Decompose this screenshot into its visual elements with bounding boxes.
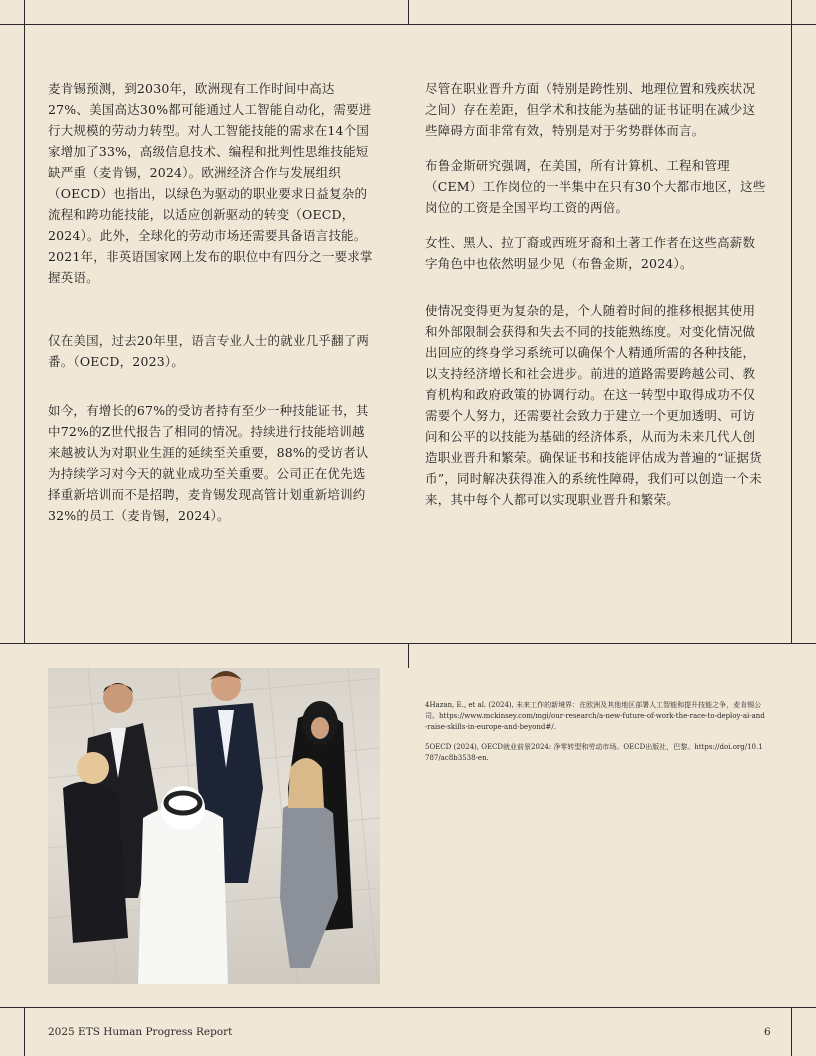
left-paragraph-3: 如今，有增长的67%的受访者持有至少一种技能证书，其中72%的Z世代报告了相同的情况。持续进行技能培训越来越被认为对职业生涯的延续至关重要，88%的受访者认为持续学习对今天的就业成功至关重要。公司正在优先选择重新培训而不是招聘，麦肯锡发现高管计划重新培训约32%的员工（麦肯锡，2024）。 bbox=[48, 403, 369, 523]
right-column bbox=[425, 78, 767, 524]
center-rule bbox=[408, 0, 409, 24]
right-rule-footer bbox=[791, 1007, 792, 1056]
footnote-5: 5OECD (2024), OECD就业前景2024: 净零转型和劳动市场。OECD出版社，巴黎。https://doi.org/10.1787/ac8b3538-en. bbox=[425, 743, 763, 762]
right-paragraph-3: 女性、黑人、拉丁裔或西班牙裔和土著工作者在这些高薪数字角色中也依然明显少见（布鲁金斯，2024）。 bbox=[425, 235, 756, 271]
left-rule-footer bbox=[24, 1007, 25, 1056]
page-number: 6 bbox=[764, 1026, 771, 1038]
right-paragraph-1: 尽管在职业晋升方面（特别是跨性别、地理位置和残疾状况之间）存在差距，但学术和技能为基础的证书证明在减少这些障碍方面非常有效，特别是对于劣势群体而言。 bbox=[425, 81, 756, 138]
left-paragraph-2: 仅在美国，过去20年里，语言专业人士的就业几乎翻了两番。（OECD，2023）。 bbox=[48, 333, 370, 369]
top-rule bbox=[0, 24, 816, 25]
business-meeting-illustration bbox=[48, 668, 380, 984]
footnotes bbox=[425, 700, 767, 773]
left-column bbox=[48, 78, 374, 540]
footnote-4: 4Hazan, E., et al. (2024), 未来工作的新境界：在欧洲及其他地区部署人工智能和提升技能之争，麦肯锡公司。https://www.mckinsey.com/mgi/our-research/a-new-future-of-work-the-race-to-deploy-ai-and-raise-skills-in-europe-and-beyond#/. bbox=[425, 701, 765, 731]
right-paragraph-2: 布鲁金斯研究强调，在美国，所有计算机、工程和管理（CEM）工作岗位的一半集中在只有30个大都市地区，这些岗位的工资是全国平均工资的两倍。 bbox=[425, 158, 766, 215]
left-rule bbox=[24, 0, 25, 643]
left-paragraph-1: 麦肯锡预测，到2030年，欧洲现有工作时间中高达27%、美国高达30%都可能通过人工智能自动化，需要进行大规模的劳动力转型。对人工智能技能的需求在14个国家增加了33%，高级信息技术、编程和批判性思维技能短缺严重（麦肯锡，2024）。欧洲经济合作与发展组织（OECD）也指出，以绿色为驱动的职业要求日益复杂的流程和跨功能技能，以适应创新驱动的转变（OECD，2024）。此外，全球化的劳动市场还需要具备语言技能。2021年，非英语国家网上发布的职位中有四分之一要求掌握英语。 bbox=[48, 81, 373, 285]
business-meeting-photo bbox=[48, 668, 380, 984]
center-rule-mid bbox=[408, 643, 409, 668]
report-title: 2025 ETS Human Progress Report bbox=[48, 1026, 233, 1038]
right-paragraph-4: 使情况变得更为复杂的是，个人随着时间的推移根据其使用和外部限制会获得和失去不同的技能熟练度。对变化情况做出回应的终身学习系统可以确保个人精通所需的各种技能，以支持经济增长和社会进步。前进的道路需要跨越公司、教育机构和政府政策的协调行动。在这一转型中取得成功不仅需要个人努力，还需要社会致力于建立一个更加透明、可访问和公平的以技能为基础的经济体系，从而为未来几代人创造职业晋升和繁荣。确保证书和技能评估成为普遍的“证据货币”，同时解决获得准入的系统性障碍，我们可以创造一个未来，其中每个人都可以实现职业晋升和繁荣。 bbox=[425, 303, 762, 507]
right-rule bbox=[791, 0, 792, 643]
bottom-rule bbox=[0, 1007, 816, 1008]
